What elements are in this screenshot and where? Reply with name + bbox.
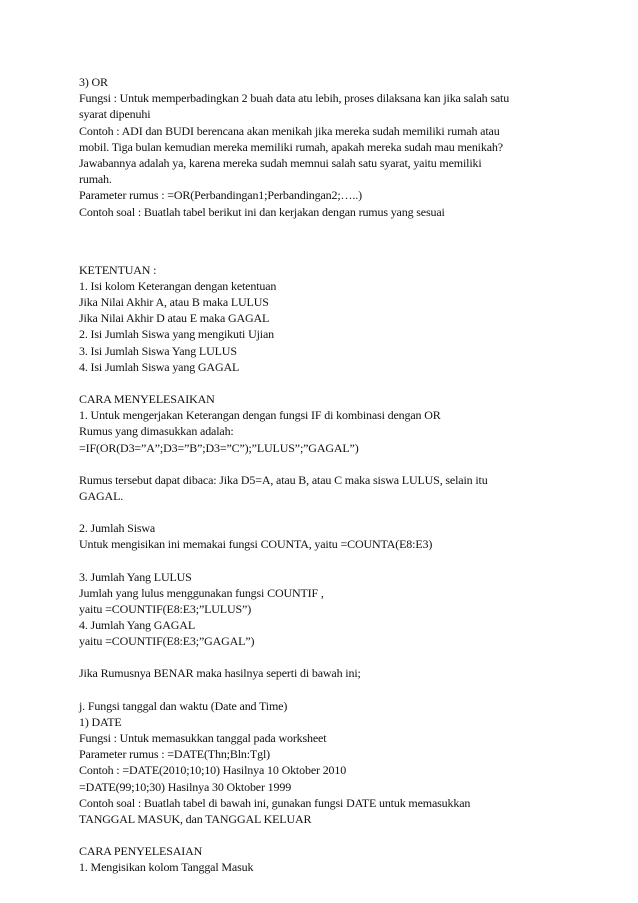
cara-penyelesaian-section — [79, 843, 569, 875]
formula-line: Parameter rumus : =DATE(Thn;Bln:Tgl) — [79, 747, 270, 762]
text-line: 1. Mengisikan kolom Tanggal Masuk — [79, 860, 254, 875]
text-line: 1) DATE — [79, 714, 122, 729]
text-line: Contoh soal : Buatlah tabel di bawah ini, gunakan fungsi DATE untuk memasukkan — [79, 795, 471, 810]
text-line: GAGAL. — [79, 488, 124, 503]
text-line: Contoh : ADI dan BUDI berencana akan menikah jika mereka sudah memiliki rumah atau — [79, 123, 500, 138]
text-line: 2. Jumlah Siswa — [79, 521, 156, 536]
cara-menyelesaikan-section — [79, 391, 569, 456]
formula-line: =DATE(99;10;30) Hasilnya 30 Oktober 1999 — [79, 779, 292, 794]
text-line: 1. Untuk mengerjakan Keterangan dengan fungsi IF di kombinasi dengan OR — [79, 408, 441, 423]
hasil-line: Jika Rumusnya BENAR maka hasilnya seperti di bawah ini; — [79, 666, 361, 681]
text-line: Jika Nilai Akhir A, atau B maka LULUS — [79, 295, 269, 310]
text-line: Rumus tersebut dapat dibaca: Jika D5=A, atau B, atau C maka siswa LULUS, selain itu — [79, 472, 488, 487]
date-section — [79, 698, 569, 828]
text-line: Jika Nilai Akhir D atau E maka GAGAL — [79, 311, 270, 326]
section-heading-cara-penyelesaian: CARA PENYELESAIAN — [79, 844, 203, 859]
text-line: rumah. — [79, 172, 112, 187]
formula-line: Contoh : =DATE(2010;10;10) Hasilnya 10 Oktober 2010 — [79, 763, 347, 778]
formula-line: Untuk mengisikan ini memakai fungsi COUNTA, yaitu =COUNTA(E8:E3) — [79, 537, 433, 552]
ketentuan-section — [79, 262, 569, 375]
text-line: 3. Isi Jumlah Siswa Yang LULUS — [79, 343, 237, 358]
formula-line: yaitu =COUNTIF(E8:E3;”GAGAL”) — [79, 634, 255, 649]
section-heading-date: j. Fungsi tanggal dan waktu (Date and Time) — [79, 698, 288, 713]
text-line: 4. Isi Jumlah Siswa yang GAGAL — [79, 359, 240, 374]
text-line: mobil. Tiga bulan kemudian mereka memiliki rumah, apakah mereka sudah mau menikah? — [79, 139, 503, 154]
formula-line: Parameter rumus : =OR(Perbandingan1;Perbandingan2;…..) — [79, 188, 362, 203]
text-line: Fungsi : Untuk memperbadingkan 2 buah data atu lebih, proses dilaksana kan jika salah satu — [79, 91, 510, 106]
jumlah-siswa-section — [79, 520, 569, 552]
lulus-gagal-section — [79, 569, 569, 650]
text-line: Fungsi : Untuk memasukkan tanggal pada worksheet — [79, 731, 327, 745]
section-heading-or: 3) OR — [79, 75, 108, 89]
text-line: syarat dipenuhi — [79, 107, 151, 122]
text-line: Rumus yang dimasukkan adalah: — [79, 424, 234, 439]
section-heading-ketentuan: KETENTUAN : — [79, 262, 157, 277]
text-line: Contoh soal : Buatlah tabel berikut ini dan kerjakan dengan rumus yang sesuai — [79, 204, 445, 219]
formula-line: yaitu =COUNTIF(E8:E3;”LULUS”) — [79, 601, 252, 616]
text-line: 4. Jumlah Yang GAGAL — [79, 618, 196, 633]
text-line: 3. Jumlah Yang LULUS — [79, 569, 192, 584]
section-heading-cara: CARA MENYELESAIKAN — [79, 392, 215, 406]
formula-line: =IF(OR(D3=”A”;D3=”B”;D3=”C”);”LULUS”;”GAGAL”) — [79, 440, 359, 455]
rumus-explanation — [79, 472, 569, 504]
or-section — [79, 74, 569, 220]
text-line: Jawabannya adalah ya, karena mereka sudah memnui salah satu syarat, yaitu memiliki — [79, 155, 482, 170]
text-line: 2. Isi Jumlah Siswa yang mengikuti Ujian — [79, 327, 274, 342]
text-line: 1. Isi kolom Keterangan dengan ketentuan — [79, 278, 277, 293]
document-page — [79, 74, 569, 876]
text-line: TANGGAL MASUK, dan TANGGAL KELUAR — [79, 811, 312, 826]
text-line: Jumlah yang lulus menggunakan fungsi COUNTIF , — [79, 585, 324, 600]
